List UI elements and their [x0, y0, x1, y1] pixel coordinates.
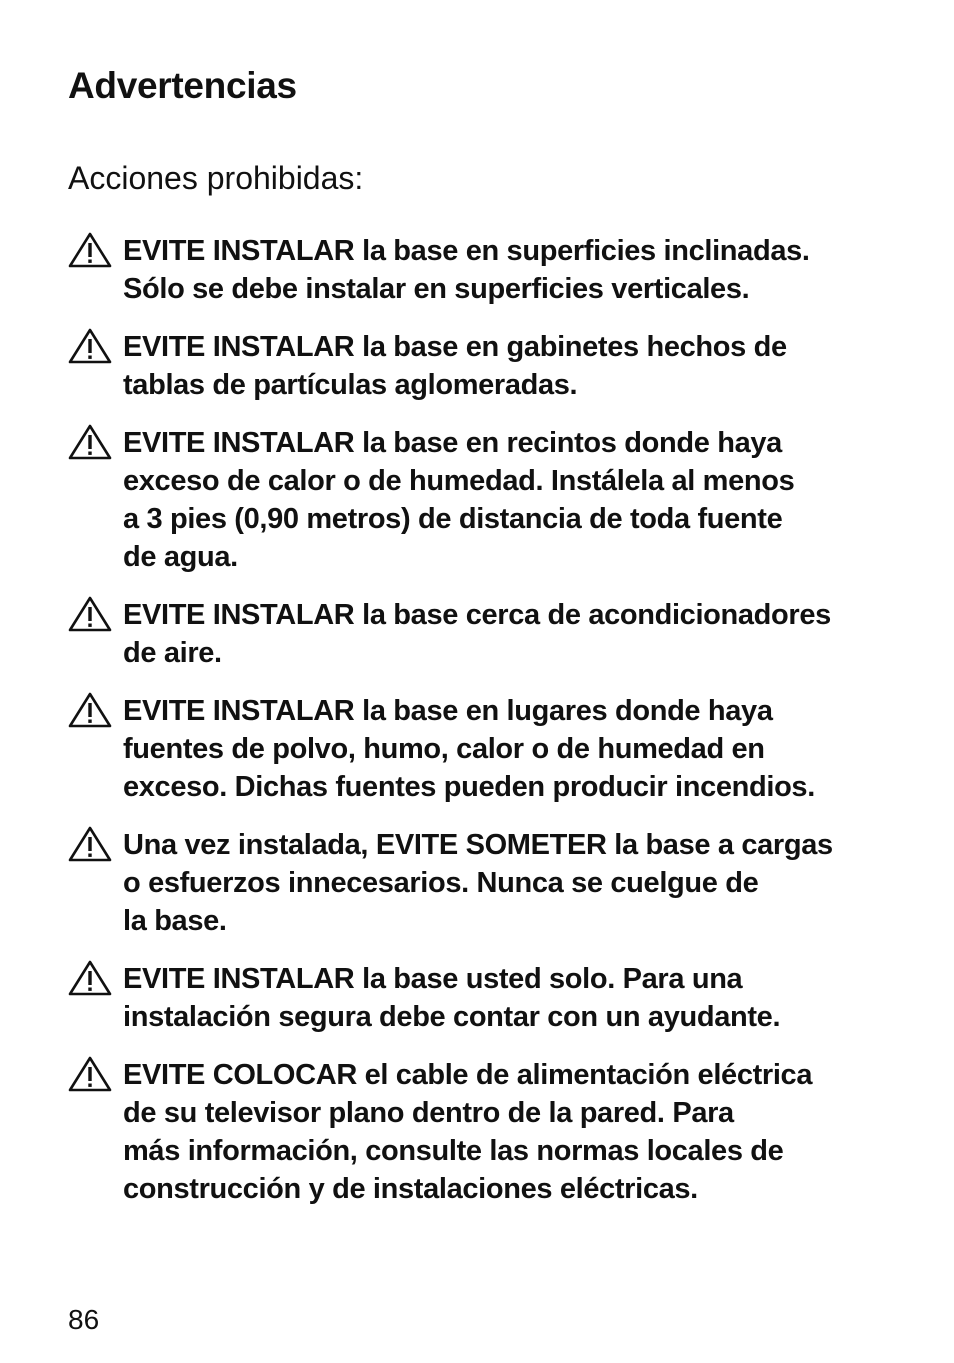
warning-text: [123, 1056, 898, 1208]
warning-item: [68, 960, 898, 1036]
warning-text: [123, 826, 898, 940]
warning-item: [68, 596, 898, 672]
warning-line: o esfuerzos innecesarios. Nunca se cuelgue de: [123, 867, 759, 899]
warning-line: más información, consulte las normas locales de: [123, 1135, 784, 1167]
warning-text: [123, 596, 898, 672]
warning-text: [123, 328, 898, 404]
warning-line: EVITE INSTALAR la base en recintos donde haya: [123, 427, 782, 459]
warning-line: fuentes de polvo, humo, calor o de humedad en: [123, 733, 765, 765]
warning-text: [123, 424, 898, 576]
warning-line: tablas de partículas aglomeradas.: [123, 369, 578, 401]
warning-item: [68, 826, 898, 940]
warning-list: [68, 232, 898, 1228]
warning-line: de su televisor plano dentro de la pared. Para: [123, 1097, 734, 1129]
warning-line: construcción y de instalaciones eléctricas.: [123, 1173, 698, 1205]
page-number: 86: [68, 1304, 100, 1335]
warning-text: [123, 232, 898, 308]
warning-triangle-icon: [68, 960, 112, 996]
warning-line: exceso de calor o de humedad. Instálela al menos: [123, 465, 795, 497]
warning-line: EVITE INSTALAR la base cerca de acondicionadores: [123, 599, 831, 631]
warning-line: EVITE INSTALAR la base en lugares donde haya: [123, 695, 773, 727]
warning-line: a 3 pies (0,90 metros) de distancia de toda fuente: [123, 503, 783, 535]
warning-item: [68, 232, 898, 308]
warning-item: [68, 424, 898, 576]
warning-line: de aire.: [123, 637, 222, 669]
warning-line: Una vez instalada, EVITE SOMETER la base a cargas: [123, 829, 833, 861]
warning-triangle-icon: [68, 826, 112, 862]
warning-text: [123, 960, 898, 1036]
warning-triangle-icon: [68, 424, 112, 460]
warning-triangle-icon: [68, 692, 112, 728]
warning-line: EVITE INSTALAR la base en gabinetes hechos de: [123, 331, 787, 363]
warning-triangle-icon: [68, 328, 112, 364]
warning-triangle-icon: [68, 596, 112, 632]
section-subtitle: Acciones prohibidas:: [68, 160, 364, 196]
warning-text: [123, 692, 898, 806]
warning-line: EVITE INSTALAR la base en superficies inclinadas.: [123, 235, 810, 267]
warning-triangle-icon: [68, 232, 112, 268]
warning-item: [68, 328, 898, 404]
page-title: Advertencias: [68, 65, 297, 106]
warning-line: EVITE COLOCAR el cable de alimentación eléctrica: [123, 1059, 813, 1091]
warning-line: EVITE INSTALAR la base usted solo. Para una: [123, 963, 743, 995]
warning-line: la base.: [123, 905, 227, 937]
warning-item: [68, 692, 898, 806]
warning-item: [68, 1056, 898, 1208]
warning-triangle-icon: [68, 1056, 112, 1092]
warning-line: exceso. Dichas fuentes pueden producir incendios.: [123, 771, 815, 803]
warning-line: de agua.: [123, 541, 238, 573]
warning-line: instalación segura debe contar con un ayudante.: [123, 1001, 781, 1033]
warning-line: Sólo se debe instalar en superficies verticales.: [123, 273, 750, 305]
